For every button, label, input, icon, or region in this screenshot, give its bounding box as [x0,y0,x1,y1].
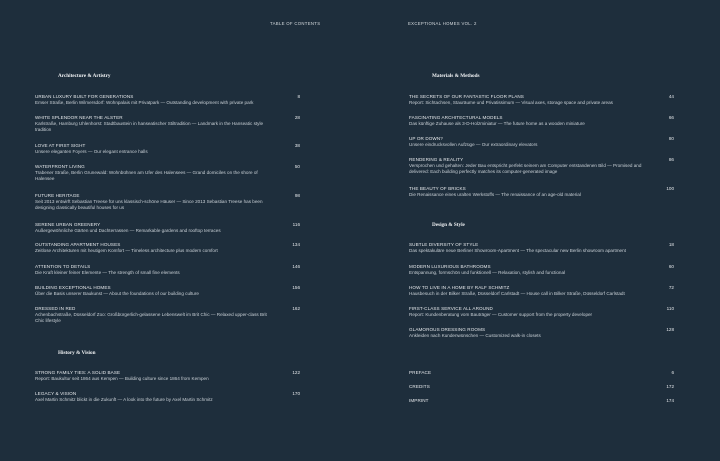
toc-entry-page-number: 116 [292,222,300,227]
running-head-left: TABLE OF CONTENTS [270,21,321,26]
toc-entry[interactable] [409,264,674,276]
toc-entry[interactable] [35,285,300,297]
toc-entry-page-number: 110 [666,306,674,311]
toc-entry-title: ATTENTION TO DETAILS [35,264,91,269]
toc-entry-title: LOVE AT FIRST SIGHT [35,143,86,148]
toc-entry-description: Ankleiden nach Kundenwünschen — Customized walk-in closets [409,333,541,339]
toc-entry-title: SERENE URBAN GREENERY [35,222,101,227]
toc-entry[interactable] [409,136,674,148]
toc-entry-page-number: 60 [668,264,674,269]
toc-entry[interactable] [409,370,674,376]
toc-entry-description: Das spektakuläre neue Berliner Showroom-Apartment — The spectacular new Berlin showroom apartment [409,248,626,254]
section-title-history: History & Vision [58,350,96,356]
toc-entry-title: WHITE SPLENDOR NEAR THE ALSTER [35,115,123,120]
toc-entry[interactable] [409,94,674,106]
toc-entry-title: MODERN LUXURIOUS BATHROOMS [409,264,491,269]
toc-entry[interactable] [409,398,674,404]
toc-entry[interactable] [35,370,300,382]
section-title-materials: Materials & Methods [432,73,480,79]
toc-entry-description: Emser Straße, Berlin Wilmersdorf: Wohnpalais mit Privatpark — Outstanding development with private park [35,100,254,106]
toc-entry-description: Unsere eindrucksvollen Aufzüge — Our extraordinary elevators [409,142,538,148]
toc-entry-page-number: 162 [292,306,300,311]
toc-entry-description: Report: Sichtachsen, Stauräume und Privatissimum — Visual axes, storage space and private areas [409,100,613,106]
toc-entry[interactable] [35,391,300,403]
toc-entry[interactable] [409,306,674,318]
toc-entry-description: Unsere eleganten Foyers — Our elegant entrance halls [35,149,148,155]
toc-entry-page-number: 80 [668,136,674,141]
toc-entry-title: STRONG FAMILY TIES: A SOLID BASE [35,370,121,375]
running-head-right: EXCEPTIONAL HOMES VOL. 2 [408,21,477,26]
toc-entry-description: Zeitlose Architekturen mit heutigem Komfort — Timeless architecture plus modern comfort [35,248,218,254]
toc-entry[interactable] [35,143,300,155]
toc-entry-description: Hausbesuch in der Bilker Straße, Düsseldorf Carlstadt — House call in Bilker Straße, Düsseldorf Carlstadt [409,291,625,297]
toc-entry[interactable] [409,157,674,175]
toc-entry-description: Seit 2013 entwirft Sebastian Treese für uns klassisch-schöne Häuser — Since 2013 Sebastian Treese has been designing classically beautiful houses for us [35,199,263,211]
toc-entry-title: FASCINATING ARCHITECTURAL MODELS [409,115,503,120]
toc-entry-title: BUILDING EXCEPTIONAL HOMES [35,285,111,290]
toc-entry-page-number: 50 [294,164,300,169]
toc-entry-page-number: 44 [668,94,674,99]
toc-entry-page-number: 128 [666,327,674,332]
toc-entry-title: SUBTLE DIVERSITY OF STYLE [409,242,479,247]
toc-entry-title: THE SECRETS OF OUR FANTASTIC FLOOR PLANS [409,94,524,99]
toc-entry-description: Report: Kundenberatung vom Bauträger — Customer support from the property developer [409,312,593,318]
toc-entry-description: Entspannung, formschön und funktionell — Relaxation, stylish and functional [409,270,566,276]
toc-entry[interactable] [409,327,674,339]
toc-entry-title: DRESSED IN RED [35,306,76,311]
toc-entry-title: RENDERING & REALITY [409,157,464,162]
toc-entry-description: Trabener Straße, Berlin Grunewald: Wohnbühnen am Ufer des Halensees — Grand domiciles on the shore of Halensee [35,170,258,182]
toc-entry-title: IMPRINT [409,398,429,403]
toc-entry-title: HOW TO LIVE IN A HOME BY RALF SCHMITZ [409,285,510,290]
toc-entry-description: Die Renaissance eines uralten Werkstoffs — The renaissance of an age-old material [409,192,581,198]
toc-entry-page-number: 6 [671,370,674,375]
toc-entry[interactable] [409,242,674,254]
toc-entry[interactable] [35,94,300,106]
toc-entry-description: Achenbachstraße, Düsseldorf Zoo: Großbürgerlich-gelassene Lebenswelt im Brit Chic — Relaxed upper-class Brit Chic lifestyle [35,312,267,324]
toc-entry-page-number: 28 [294,115,300,120]
toc-entry-page-number: 66 [668,115,674,120]
toc-entry-page-number: 72 [668,285,674,290]
toc-entry-title: CREDITS [409,384,430,389]
toc-entry[interactable] [409,115,674,127]
toc-entry-title: UP OR DOWN? [409,136,443,141]
toc-entry-description: Karlstraße, Hamburg Uhlenhorst: Stadtbaustein in hanseatischer Stiltradition — Landmark in the Hanseatic style tradition [35,121,264,133]
toc-entry[interactable] [35,222,300,234]
toc-entry-description: Die Kraft kleiner feiner Elemente — The strength of small fine elements [35,270,180,276]
toc-entry-page-number: 38 [294,143,300,148]
toc-entry-title: OUTSTANDING APARTMENT HOUSES [35,242,121,247]
toc-entry-title: WATERFRONT LIVING [35,164,85,169]
section-title-design: Design & Style [432,222,465,228]
toc-entry-page-number: 146 [292,264,300,269]
toc-entry[interactable] [35,164,300,182]
toc-entry-title: PREFACE [409,370,432,375]
toc-entry-description: Das künftige Zuhause als 3-D-Holzminiatur — The future home as a wooden miniature [409,121,585,127]
toc-entry-page-number: 86 [668,157,674,162]
toc-entry-page-number: 170 [292,391,300,396]
toc-entry-page-number: 156 [292,285,300,290]
toc-entry-title: FIRST-CLASS SERVICE ALL AROUND [409,306,493,311]
toc-entry-page-number: 172 [666,384,674,389]
toc-entry-title: THE BEAUTY OF BRICKS [409,186,466,191]
section-title-architecture: Architecture & Artistry [58,73,111,79]
toc-entry[interactable] [409,285,674,297]
toc-entry[interactable] [409,384,674,390]
toc-entry-title: LEGACY & VISION [35,391,77,396]
toc-entry[interactable] [35,264,300,276]
toc-entry-page-number: 98 [294,193,300,198]
toc-entry-page-number: 122 [292,370,300,375]
toc-entry[interactable] [409,186,674,198]
toc-entry-title: URBAN LUXURY BUILT FOR GENERATIONS [35,94,134,99]
toc-entry-description: Report: Baukultur seit 1864 aus Kempen — Building culture since 1864 from Kempen [35,376,209,382]
toc-entry-page-number: 18 [668,242,674,247]
toc-entry[interactable] [35,115,300,133]
toc-entry-page-number: 174 [666,398,674,403]
toc-entry-title: FUTURE HERITAGE [35,193,80,198]
toc-entry-description: Axel Martin Schmitz blickt in die Zukunft — A look into the future by Axel Martin Schmitz [35,397,213,403]
toc-entry[interactable] [35,306,300,324]
toc-entry-page-number: 8 [297,94,300,99]
toc-entry-title: GLAMOROUS DRESSING ROOMS [409,327,486,332]
toc-entry[interactable] [35,242,300,254]
toc-entry-description: Versprochen und gehalten: Jeder Bau entspricht perfekt seinem am Computer entstandenen Bild — Promised and delivered: Each building perfectly matches its computer-generated image [409,163,642,175]
toc-entry-description: Außergewöhnliche Gärten und Dachterrassen — Remarkable gardens and rooftop terraces [35,228,221,234]
toc-entry-page-number: 134 [292,242,300,247]
toc-entry-page-number: 100 [666,186,674,191]
toc-entry[interactable] [35,193,300,211]
toc-entry-description: Über die Basis unserer Baukunst — About the foundations of our building culture [35,291,199,297]
